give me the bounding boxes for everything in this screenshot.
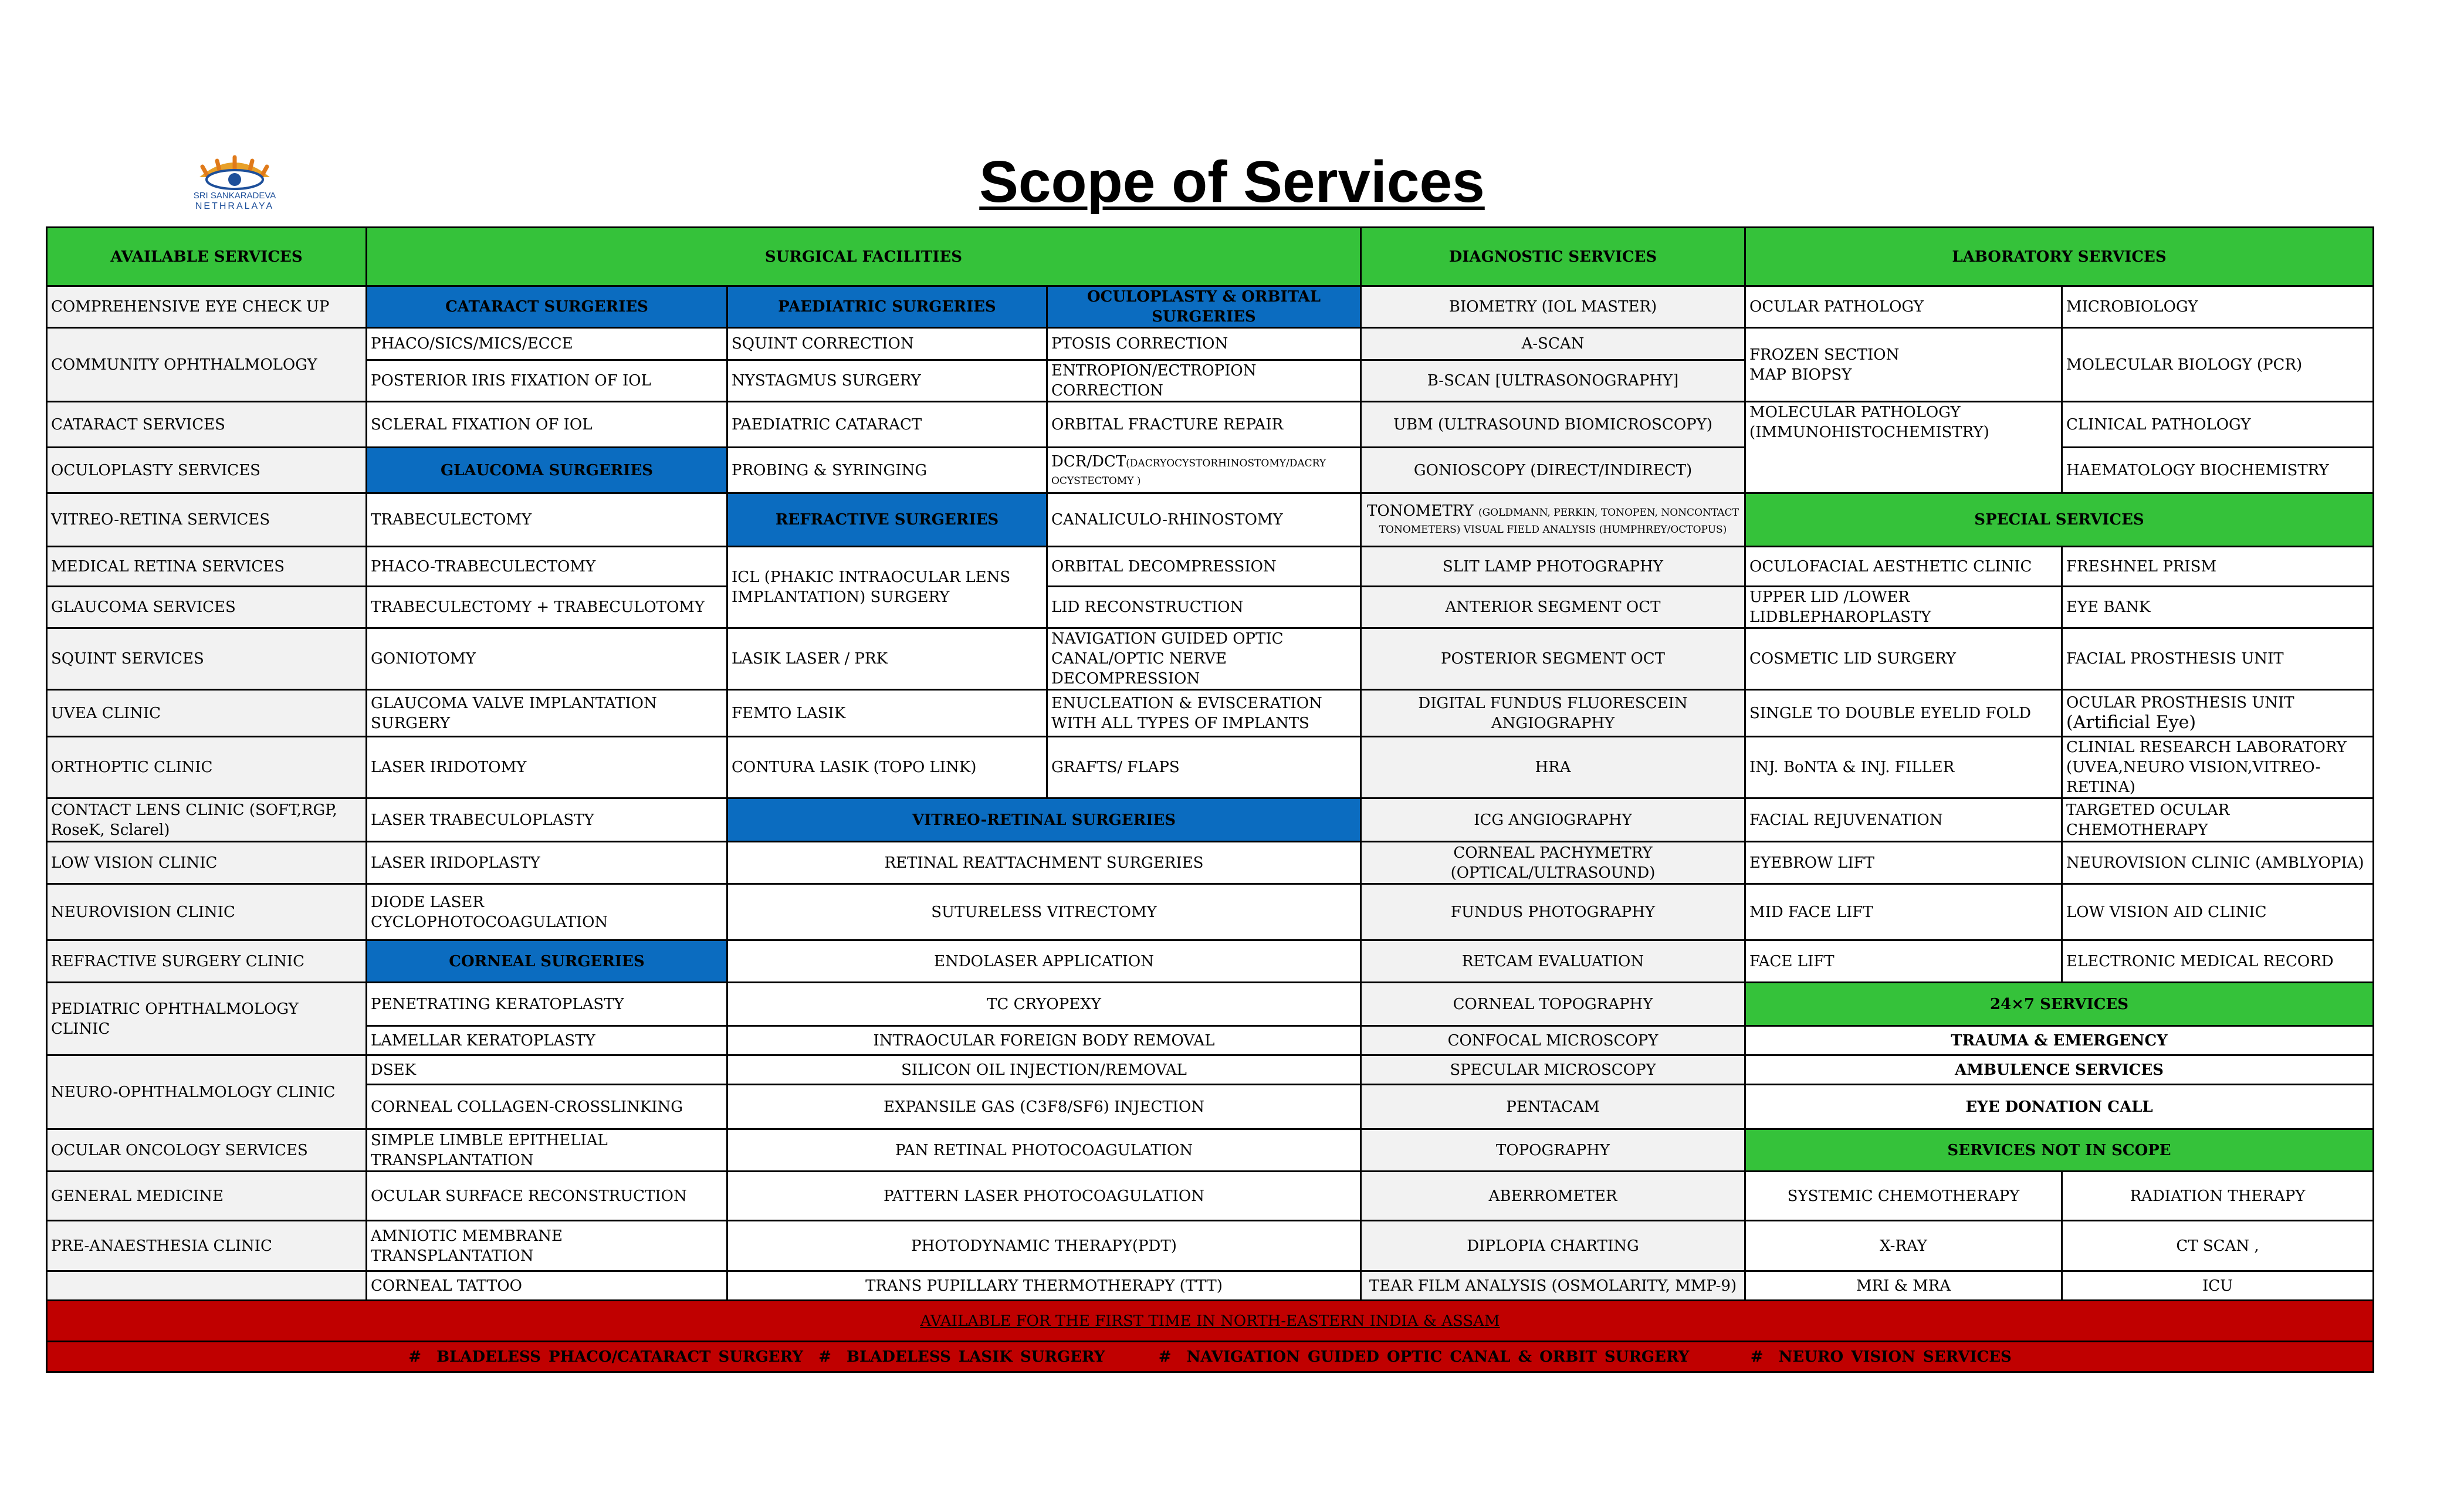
service-24x7: EYE DONATION CALL <box>1745 1085 2374 1129</box>
special-service: FACIAL REJUVENATION <box>1745 798 2062 842</box>
vitreo-retinal-surgery: ENDOLASER APPLICATION <box>727 940 1361 983</box>
glaucoma-surgery: LASER IRIDOTOMY <box>367 737 727 798</box>
glaucoma-surgery: TRABECULECTOMY + TRABECULOTOMY <box>367 587 727 628</box>
special-service: NEUROVISION CLINIC (AMBLYOPIA) <box>2062 842 2374 884</box>
available-service: COMPREHENSIVE EYE CHECK UP <box>47 286 367 328</box>
vitreo-retinal-surgery: SUTURELESS VITRECTOMY <box>727 884 1361 940</box>
subheader-glaucoma: GLAUCOMA SURGERIES <box>367 448 727 493</box>
subheader-cataract: CATARACT SURGERIES <box>367 286 727 328</box>
diagnostic-service: POSTERIOR SEGMENT OCT <box>1361 628 1745 690</box>
oculoplasty-surgery-dcr <box>1047 448 1361 493</box>
subheader-vitreo-retinal: VITREO-RETINAL SURGERIES <box>727 798 1361 842</box>
oculoplasty-surgery: DCR/DCT <box>1051 452 1126 471</box>
available-service: OCULOPLASTY SERVICES <box>47 448 367 493</box>
special-service: SINGLE TO DOUBLE EYELID FOLD <box>1745 690 2062 737</box>
available-service: GLAUCOMA SERVICES <box>47 587 367 628</box>
special-service: ELECTRONIC MEDICAL RECORD <box>2062 940 2374 983</box>
special-service: CLINIAL RESEARCH LABORATORY (UVEA,NEURO VISION,VITREO-RETINA) <box>2062 737 2374 798</box>
diagnostic-service: TEAR FILM ANALYSIS (OSMOLARITY, MMP-9) <box>1361 1271 1745 1301</box>
oculoplasty-surgery: CANALICULO-RHINOSTOMY <box>1047 493 1361 547</box>
special-service: FRESHNEL PRISM <box>2062 547 2374 587</box>
service-24x7: TRAUMA & EMERGENCY <box>1745 1026 2374 1055</box>
diagnostic-service: SPECULAR MICROSCOPY <box>1361 1055 1745 1085</box>
available-service: NEURO-OPHTHALMOLOGY CLINIC <box>47 1055 367 1129</box>
oculoplasty-surgery: ORBITAL DECOMPRESSION <box>1047 547 1361 587</box>
diagnostic-service: HRA <box>1361 737 1745 798</box>
available-service: PEDIATRIC OPHTHALMOLOGY CLINIC <box>47 983 367 1055</box>
lab-service: MOLECULAR PATHOLOGY (IMMUNOHISTOCHEMISTRY) <box>1745 402 2062 493</box>
special-service: FACE LIFT <box>1745 940 2062 983</box>
special-service: EYEBROW LIFT <box>1745 842 2062 884</box>
special-service: COSMETIC LID SURGERY <box>1745 628 2062 690</box>
special-service-note: (Artificial Eye) <box>2066 712 2196 733</box>
corneal-surgery: AMNIOTIC MEMBRANE TRANSPLANTATION <box>367 1221 727 1271</box>
diagnostic-service: CORNEAL TOPOGRAPHY <box>1361 983 1745 1026</box>
lab-service: MOLECULAR BIOLOGY (PCR) <box>2062 328 2374 402</box>
available-service: OCULAR ONCOLOGY SERVICES <box>47 1129 367 1172</box>
diagnostic-service: DIPLOPIA CHARTING <box>1361 1221 1745 1271</box>
oculoplasty-surgery: ENUCLEATION & EVISCERATION WITH ALL TYPES OF IMPLANTS <box>1047 690 1361 737</box>
special-service: LOW VISION AID CLINIC <box>2062 884 2374 940</box>
available-service: CATARACT SERVICES <box>47 402 367 448</box>
available-service: CONTACT LENS CLINIC (SOFT,RGP, RoseK, Sclarel) <box>47 798 367 842</box>
diagnostic-service: ABERROMETER <box>1361 1172 1745 1221</box>
corneal-surgery: PENETRATING KERATOPLASTY <box>367 983 727 1026</box>
available-service: PRE-ANAESTHESIA CLINIC <box>47 1221 367 1271</box>
oculoplasty-surgery: NAVIGATION GUIDED OPTIC CANAL/OPTIC NERVE DECOMPRESSION <box>1047 628 1361 690</box>
paediatric-surgery: NYSTAGMUS SURGERY <box>727 360 1047 402</box>
diagnostic-service: ANTERIOR SEGMENT OCT <box>1361 587 1745 628</box>
available-service: COMMUNITY OPHTHALMOLOGY <box>47 328 367 402</box>
available-service: LOW VISION CLINIC <box>47 842 367 884</box>
lab-service: MAP BIOPSY <box>1749 365 1852 384</box>
lab-service-frozen-section <box>1745 328 2062 402</box>
glaucoma-surgery: TRABECULECTOMY <box>367 493 727 547</box>
banner-first-time: AVAILABLE FOR THE FIRST TIME IN NORTH-EASTERN INDIA & ASSAM <box>47 1301 2374 1342</box>
available-service: REFRACTIVE SURGERY CLINIC <box>47 940 367 983</box>
oculoplasty-surgery: ORBITAL FRACTURE REPAIR <box>1047 402 1361 448</box>
special-service-prosthesis <box>2062 690 2374 737</box>
diagnostic-service-tonometry <box>1361 493 1745 547</box>
not-in-scope-service: SYSTEMIC CHEMOTHERAPY <box>1745 1172 2062 1221</box>
glaucoma-surgery: PHACO-TRABECULECTOMY <box>367 547 727 587</box>
cataract-surgery: SCLERAL FIXATION OF IOL <box>367 402 727 448</box>
special-service: FACIAL PROSTHESIS UNIT <box>2062 628 2374 690</box>
diagnostic-service: TOPOGRAPHY <box>1361 1129 1745 1172</box>
special-service: TARGETED OCULAR CHEMOTHERAPY <box>2062 798 2374 842</box>
diagnostic-service: A-SCAN <box>1361 328 1745 360</box>
paediatric-surgery: PAEDIATRIC CATARACT <box>727 402 1047 448</box>
vitreo-retinal-surgery: PATTERN LASER PHOTOCOAGULATION <box>727 1172 1361 1221</box>
subheader-paediatric: PAEDIATRIC SURGERIES <box>727 286 1047 328</box>
not-in-scope-service: MRI & MRA <box>1745 1271 2062 1301</box>
vitreo-retinal-surgery: RETINAL REATTACHMENT SURGERIES <box>727 842 1361 884</box>
service-24x7: AMBULENCE SERVICES <box>1745 1055 2374 1085</box>
refractive-surgery: FEMTO LASIK <box>727 690 1047 737</box>
oculoplasty-surgery: LID RECONSTRUCTION <box>1047 587 1361 628</box>
subheader-corneal: CORNEAL SURGERIES <box>367 940 727 983</box>
available-service: GENERAL MEDICINE <box>47 1172 367 1221</box>
vitreo-retinal-surgery: PAN RETINAL PHOTOCOAGULATION <box>727 1129 1361 1172</box>
diagnostic-service: RETCAM EVALUATION <box>1361 940 1745 983</box>
glaucoma-surgery: DIODE LASER CYCLOPHOTOCOAGULATION <box>367 884 727 940</box>
oculoplasty-surgery: GRAFTS/ FLAPS <box>1047 737 1361 798</box>
special-service: INJ. BoNTA & INJ. FILLER <box>1745 737 2062 798</box>
diagnostic-service: PENTACAM <box>1361 1085 1745 1129</box>
corneal-surgery: DSEK <box>367 1055 727 1085</box>
lab-service: MICROBIOLOGY <box>2062 286 2374 328</box>
header-surgical-facilities: SURGICAL FACILITIES <box>367 228 1361 286</box>
header-laboratory-services: LABORATORY SERVICES <box>1745 228 2374 286</box>
corneal-surgery: OCULAR SURFACE RECONSTRUCTION <box>367 1172 727 1221</box>
paediatric-surgery: SQUINT CORRECTION <box>727 328 1047 360</box>
not-in-scope-service: CT SCAN , <box>2062 1221 2374 1271</box>
vitreo-retinal-surgery: TRANS PUPILLARY THERMOTHERAPY (TTT) <box>727 1271 1361 1301</box>
refractive-surgery: LASIK LASER / PRK <box>727 628 1047 690</box>
logo-text-1: SRI SANKARADEVA <box>193 191 276 201</box>
diagnostic-service: UBM (ULTRASOUND BIOMICROSCOPY) <box>1361 402 1745 448</box>
lab-service: HAEMATOLOGY BIOCHEMISTRY <box>2062 448 2374 493</box>
special-service: UPPER LID /LOWER LIDBLEPHAROPLASTY <box>1745 587 2062 628</box>
not-in-scope-service: X-RAY <box>1745 1221 2062 1271</box>
lab-service: OCULAR PATHOLOGY <box>1745 286 2062 328</box>
services-table <box>46 226 2374 1373</box>
available-service: NEUROVISION CLINIC <box>47 884 367 940</box>
diagnostic-service: BIOMETRY (IOL MASTER) <box>1361 286 1745 328</box>
not-in-scope-service: ICU <box>2062 1271 2374 1301</box>
diagnostic-service: DIGITAL FUNDUS FLUORESCEIN ANGIOGRAPHY <box>1361 690 1745 737</box>
vitreo-retinal-surgery: SILICON OIL INJECTION/REMOVAL <box>727 1055 1361 1085</box>
diagnostic-service: SLIT LAMP PHOTOGRAPHY <box>1361 547 1745 587</box>
diagnostic-service: FUNDUS PHOTOGRAPHY <box>1361 884 1745 940</box>
corneal-surgery: LAMELLAR KERATOPLASTY <box>367 1026 727 1055</box>
diagnostic-service: CONFOCAL MICROSCOPY <box>1361 1026 1745 1055</box>
refractive-surgery: ICL (PHAKIC INTRAOCULAR LENS IMPLANTATION) SURGERY <box>727 547 1047 628</box>
special-service: EYE BANK <box>2062 587 2374 628</box>
logo-text-2: NETHRALAYA <box>195 201 275 211</box>
diagnostic-service: CORNEAL PACHYMETRY (OPTICAL/ULTRASOUND) <box>1361 842 1745 884</box>
glaucoma-surgery: GLAUCOMA VALVE IMPLANTATION SURGERY <box>367 690 727 737</box>
banner-highlights: # BLADELESS PHACO/CATARACT SURGERY # BLADELESS LASIK SURGERY # NAVIGATION GUIDED OPTIC CANAL & ORBIT SURGERY # NEURO VISION SERVICES <box>47 1342 2374 1372</box>
vitreo-retinal-surgery: INTRAOCULAR FOREIGN BODY REMOVAL <box>727 1026 1361 1055</box>
vitreo-retinal-surgery: PHOTODYNAMIC THERAPY(PDT) <box>727 1221 1361 1271</box>
available-service: UVEA CLINIC <box>47 690 367 737</box>
diagnostic-service: GONIOSCOPY (DIRECT/INDIRECT) <box>1361 448 1745 493</box>
available-service: VITREO-RETINA SERVICES <box>47 493 367 547</box>
available-service: ORTHOPTIC CLINIC <box>47 737 367 798</box>
page-title: Scope of Services <box>979 149 1485 215</box>
diagnostic-service-note: (GOLDMANN, PERKIN, TONOPEN, NONCONTACT TONOMETERS) VISUAL FIELD ANALYSIS (HUMPHREY/OCTOPUS) <box>1379 507 1739 536</box>
not-in-scope-service: RADIATION THERAPY <box>2062 1172 2374 1221</box>
available-service: MEDICAL RETINA SERVICES <box>47 547 367 587</box>
available-service: SQUINT SERVICES <box>47 628 367 690</box>
header-available-services: AVAILABLE SERVICES <box>47 228 367 286</box>
available-service-empty <box>47 1271 367 1301</box>
diagnostic-service: B-SCAN [ULTRASONOGRAPHY] <box>1361 360 1745 402</box>
subheader-oculoplasty: OCULOPLASTY & ORBITAL SURGERIES <box>1047 286 1361 328</box>
paediatric-surgery: PROBING & SYRINGING <box>727 448 1047 493</box>
vitreo-retinal-surgery: EXPANSILE GAS (C3F8/SF6) INJECTION <box>727 1085 1361 1129</box>
corneal-surgery: CORNEAL COLLAGEN-CROSSLINKING <box>367 1085 727 1129</box>
diagnostic-service: TONOMETRY <box>1367 502 1474 520</box>
subheader-refractive: REFRACTIVE SURGERIES <box>727 493 1047 547</box>
refractive-surgery: CONTURA LASIK (TOPO LINK) <box>727 737 1047 798</box>
corneal-surgery: SIMPLE LIMBLE EPITHELIAL TRANSPLANTATION <box>367 1129 727 1172</box>
glaucoma-surgery: GONIOTOMY <box>367 628 727 690</box>
lab-service: FROZEN SECTION <box>1749 346 1900 364</box>
cataract-surgery: PHACO/SICS/MICS/ECCE <box>367 328 727 360</box>
header-diagnostic-services: DIAGNOSTIC SERVICES <box>1361 228 1745 286</box>
special-service: MID FACE LIFT <box>1745 884 2062 940</box>
glaucoma-surgery: LASER TRABECULOPLASTY <box>367 798 727 842</box>
special-service: OCULOFACIAL AESTHETIC CLINIC <box>1745 547 2062 587</box>
oculoplasty-surgery: ENTROPION/ECTROPION CORRECTION <box>1047 360 1361 402</box>
corneal-surgery: CORNEAL TATTOO <box>367 1271 727 1301</box>
lab-service: CLINICAL PATHOLOGY <box>2062 402 2374 448</box>
header-24x7-services: 24×7 SERVICES <box>1745 983 2374 1026</box>
oculoplasty-surgery: PTOSIS CORRECTION <box>1047 328 1361 360</box>
diagnostic-service: ICG ANGIOGRAPHY <box>1361 798 1745 842</box>
vitreo-retinal-surgery: TC CRYOPEXY <box>727 983 1361 1026</box>
glaucoma-surgery: LASER IRIDOPLASTY <box>367 842 727 884</box>
header-special-services: SPECIAL SERVICES <box>1745 493 2374 547</box>
oculoplasty-surgery-note: (DACRYOCYSTORHINOSTOMY/DACRY OCYSTECTOMY ) <box>1051 457 1326 487</box>
header-services-not-in-scope: SERVICES NOT IN SCOPE <box>1745 1129 2374 1172</box>
special-service: OCULAR PROSTHESIS UNIT <box>2066 694 2294 712</box>
cataract-surgery: POSTERIOR IRIS FIXATION OF IOL <box>367 360 727 402</box>
